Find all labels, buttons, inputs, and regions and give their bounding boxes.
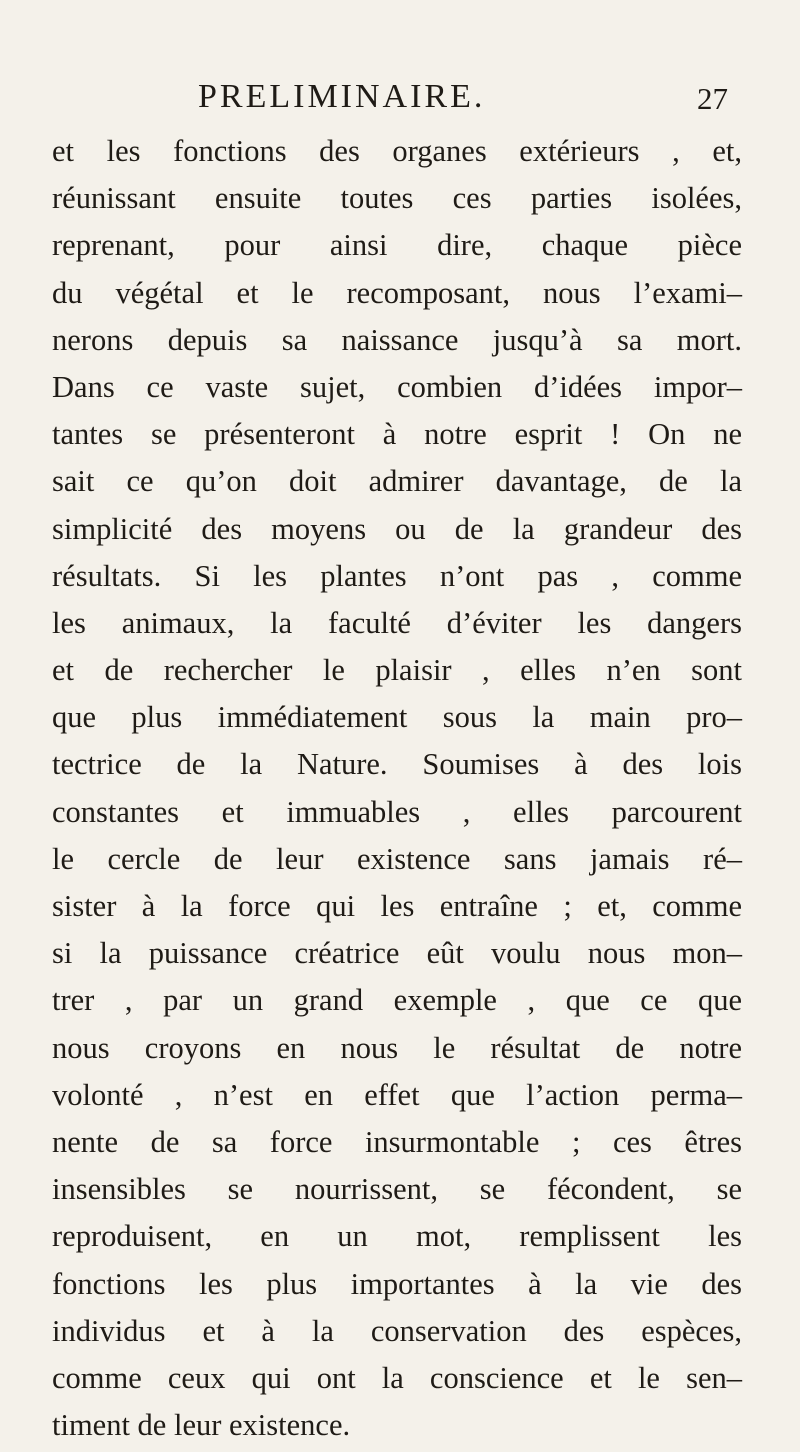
text-line: le cercle de leur existence sans jamais ré–	[52, 841, 742, 876]
text-line: insensibles se nourrissent, se fécondent, se	[52, 1172, 742, 1207]
text-line: individus et à la conservation des espèces,	[52, 1313, 742, 1348]
running-head	[198, 78, 728, 128]
text-line: Dans ce vaste sujet, combien d’idées impor–	[52, 369, 742, 404]
text-line: du végétal et le recomposant, nous l’exami–	[52, 275, 742, 310]
text-line: sister à la force qui les entraîne ; et, comme	[52, 889, 742, 923]
text-line: fonctions les plus importantes à la vie des	[52, 1266, 742, 1301]
text-line: réunissant ensuite toutes ces parties isolées,	[52, 181, 742, 216]
text-line: reprenant, pour ainsi dire, chaque pièce	[52, 228, 742, 263]
text-line: si la puissance créatrice eût voulu nous mon–	[52, 936, 742, 971]
text-line: nente de sa force insurmontable ; ces êtres	[52, 1124, 742, 1159]
text-line: et de rechercher le plaisir , elles n’en sont	[52, 653, 742, 688]
text-line: constantes et immuables , elles parcourent	[52, 794, 742, 829]
text-line: comme ceux qui ont la conscience et le sen–	[52, 1360, 742, 1395]
body-paragraph	[52, 128, 742, 1449]
text-line: et les fonctions des organes extérieurs , et,	[52, 134, 742, 168]
text-line: tectrice de la Nature. Soumises à des lois	[52, 747, 742, 782]
page-number: 27	[697, 81, 728, 116]
text-line: les animaux, la faculté d’éviter les dangers	[52, 605, 742, 640]
text-line: timent de leur existence.	[52, 1408, 351, 1443]
text-line: nerons depuis sa naissance jusqu’à sa mort.	[52, 322, 742, 357]
text-line: tantes se présenteront à notre esprit ! On ne	[52, 417, 742, 452]
text-line: résultats. Si les plantes n’ont pas , comme	[52, 558, 742, 593]
running-title: PRELIMINAIRE.	[198, 78, 486, 115]
text-line: trer , par un grand exemple , que ce que	[52, 983, 742, 1018]
text-line: sait ce qu’on doit admirer davantage, de la	[52, 464, 742, 499]
text-line: que plus immédiatement sous la main pro–	[52, 700, 742, 735]
text-line: volonté , n’est en effet que l’action perma–	[52, 1077, 742, 1112]
text-line: simplicité des moyens ou de la grandeur des	[52, 511, 742, 546]
text-line: nous croyons en nous le résultat de notre	[52, 1030, 742, 1065]
text-line: reproduisent, en un mot, remplissent les	[52, 1219, 742, 1254]
